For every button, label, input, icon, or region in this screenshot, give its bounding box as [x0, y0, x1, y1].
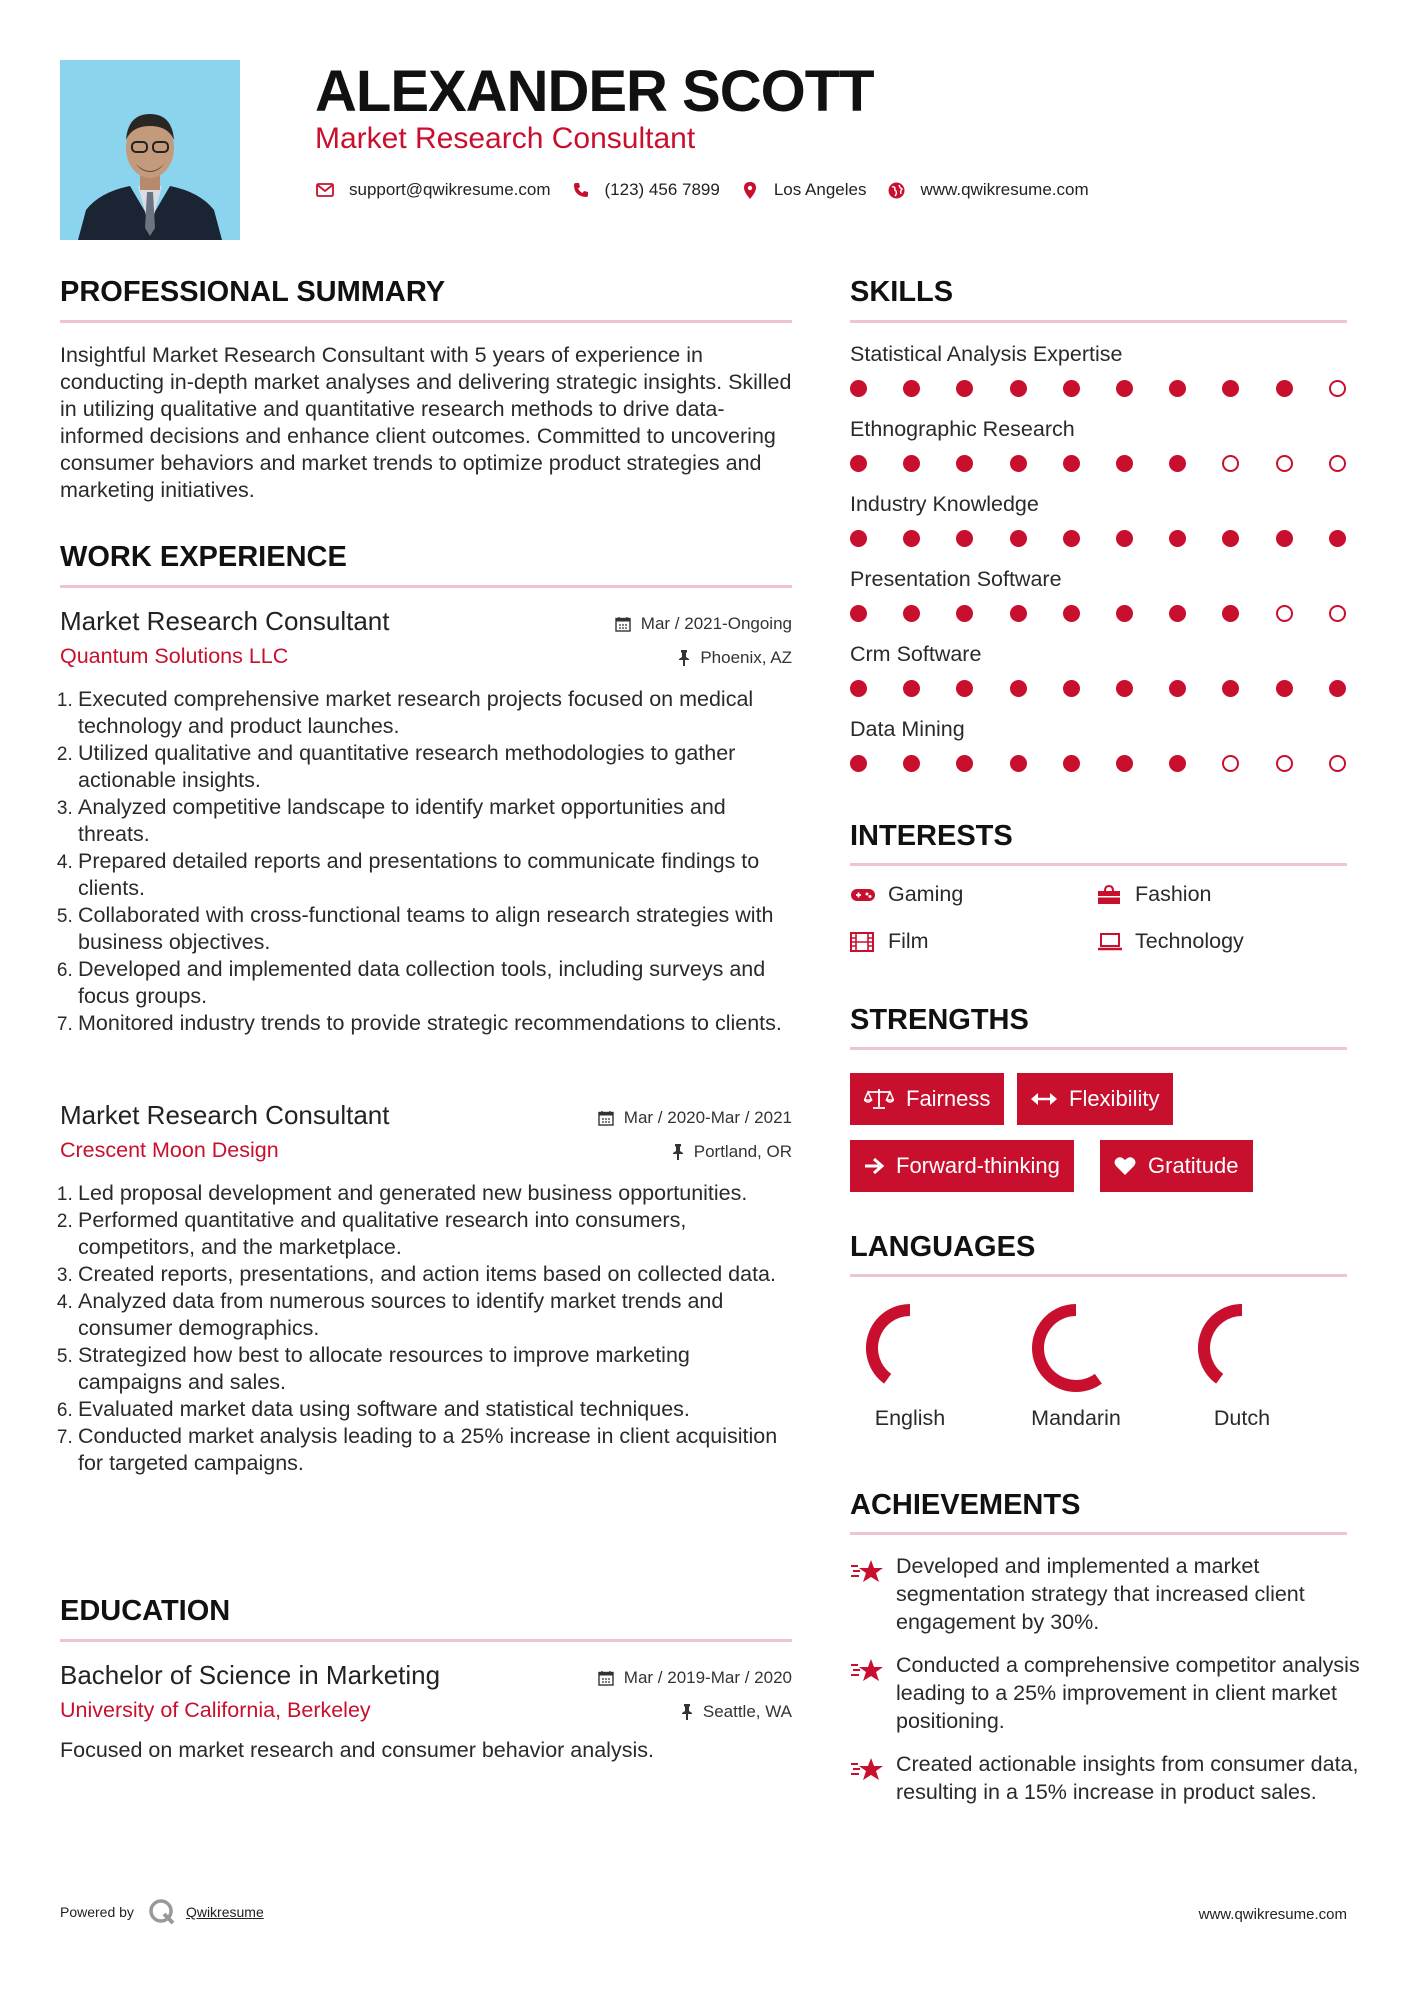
job-title: Market Research Consultant: [60, 1100, 390, 1130]
job-entry: [60, 606, 792, 1076]
education-description: Focused on market research and consumer behavior analysis.: [60, 1738, 654, 1762]
job-title: Market Research Consultant: [60, 606, 390, 636]
rating-dot-filled: [1116, 680, 1133, 697]
skill-name: Crm Software: [850, 642, 982, 666]
interest-item: [850, 882, 963, 907]
pushpin-icon: [681, 1704, 693, 1720]
rating-dot-empty: [1329, 380, 1346, 397]
rating-dot-filled: [1063, 455, 1080, 472]
strength-label: Fairness: [906, 1086, 991, 1111]
job-location: [678, 648, 792, 668]
rating-dot-filled: [1329, 530, 1346, 547]
powered-by: [60, 1898, 264, 1926]
experience-heading: WORK EXPERIENCE: [60, 541, 347, 573]
phone-icon: [571, 180, 591, 200]
interest-item: [1097, 929, 1244, 954]
strength-tag: [850, 1140, 1074, 1192]
film-icon: [850, 932, 876, 952]
rating-dot-filled: [1276, 530, 1293, 547]
contact-website[interactable]: www.qwikresume.com: [920, 180, 1089, 199]
rating-dot-filled: [850, 605, 867, 622]
skill-rating: [850, 680, 1350, 698]
balance-scale-icon: [864, 1088, 894, 1110]
pushpin-icon: [678, 650, 690, 666]
rating-dot-filled: [956, 530, 973, 547]
rating-dot-filled: [1169, 755, 1186, 772]
rating-dot-filled: [1010, 530, 1027, 547]
section-divider: [60, 585, 792, 588]
job-duties-list: [60, 1180, 795, 1477]
rating-dot-filled: [1329, 680, 1346, 697]
rating-dot-filled: [850, 530, 867, 547]
section-divider: [850, 320, 1347, 323]
globe-icon: [886, 180, 906, 200]
brand-link[interactable]: Qwikresume: [185, 1904, 264, 1920]
achievement-item: [850, 1750, 1360, 1806]
strength-tag: [1017, 1073, 1173, 1125]
contact-bar: [315, 178, 1109, 202]
rating-dot-filled: [903, 755, 920, 772]
rating-dot-empty: [1329, 455, 1346, 472]
rating-dot-filled: [1169, 605, 1186, 622]
rating-dot-empty: [1276, 605, 1293, 622]
rating-dot-empty: [1329, 755, 1346, 772]
rating-dot-empty: [1329, 605, 1346, 622]
education-location-text: Seattle, WA: [702, 1702, 792, 1721]
job-location-text: Portland, OR: [693, 1142, 792, 1161]
language-item: [840, 1298, 980, 1431]
rating-dot-filled: [903, 380, 920, 397]
job-company: Crescent Moon Design: [60, 1138, 279, 1162]
language-name: Dutch: [1213, 1406, 1271, 1430]
star-icon: [850, 1750, 896, 1806]
rating-dot-filled: [1116, 380, 1133, 397]
strengths-heading: STRENGTHS: [850, 1004, 1029, 1036]
rating-dot-filled: [1063, 380, 1080, 397]
list-item: 4. Analyzed data from numerous sources to identify market trends and consumer demographics.: [78, 1288, 795, 1342]
interest-label: Fashion: [1135, 882, 1212, 906]
section-divider: [850, 1532, 1347, 1535]
section-divider: [850, 863, 1347, 866]
language-item: [1172, 1298, 1312, 1431]
arrows-horizontal-icon: [1031, 1092, 1057, 1106]
rating-dot-filled: [1116, 530, 1133, 547]
star-icon: [850, 1552, 896, 1636]
job-date: [615, 614, 792, 634]
job-date: [598, 1108, 792, 1128]
interest-item: [1097, 882, 1212, 907]
map-pin-icon: [740, 180, 760, 200]
list-item: 3. Created reports, presentations, and action items based on collected data.: [78, 1261, 795, 1288]
interest-label: Gaming: [888, 882, 964, 906]
section-divider: [850, 1047, 1347, 1050]
skill-rating: [850, 605, 1350, 623]
language-ring: [1026, 1298, 1126, 1398]
job-company: Quantum Solutions LLC: [60, 644, 289, 668]
skill-rating: [850, 755, 1350, 773]
rating-dot-filled: [1010, 680, 1027, 697]
calendar-icon: [598, 1110, 614, 1126]
achievement-text: Developed and implemented a market segmentation strategy that increased client engagement by 30%.: [896, 1554, 1305, 1634]
strength-tag: [850, 1073, 1004, 1125]
rating-dot-filled: [1010, 455, 1027, 472]
rating-dot-filled: [850, 380, 867, 397]
star-icon: [850, 1651, 896, 1735]
contact-phone: (123) 456 7899: [604, 180, 720, 199]
contact-email[interactable]: support@qwikresume.com: [349, 180, 551, 199]
rating-dot-filled: [1222, 530, 1239, 547]
skill-rating: [850, 530, 1350, 548]
skill-rating: [850, 455, 1350, 473]
strength-label: Flexibility: [1069, 1086, 1160, 1111]
rating-dot-filled: [1276, 680, 1293, 697]
gamepad-icon: [850, 885, 876, 905]
language-item: [1006, 1298, 1146, 1431]
rating-dot-filled: [850, 680, 867, 697]
rating-dot-filled: [1169, 530, 1186, 547]
job-entry: [60, 1100, 792, 1570]
laptop-icon: [1097, 932, 1123, 952]
rating-dot-filled: [956, 680, 973, 697]
job-location: [672, 1142, 792, 1162]
language-name: English: [874, 1406, 946, 1430]
list-item: 6. Developed and implemented data collection tools, including surveys and focus groups.: [78, 956, 795, 1010]
skills-heading: SKILLS: [850, 276, 954, 308]
interest-label: Technology: [1135, 929, 1244, 953]
list-item: 4. Prepared detailed reports and presentations to communicate findings to clients.: [78, 848, 795, 902]
rating-dot-filled: [956, 605, 973, 622]
rating-dot-empty: [1222, 455, 1239, 472]
list-item: 5. Strategized how best to allocate resources to improve marketing campaigns and sales.: [78, 1342, 795, 1396]
education-entry: [60, 1660, 792, 1740]
strength-label: Gratitude: [1148, 1153, 1239, 1178]
rating-dot-filled: [1063, 530, 1080, 547]
rating-dot-filled: [956, 380, 973, 397]
rating-dot-filled: [1116, 605, 1133, 622]
calendar-icon: [598, 1670, 614, 1686]
rating-dot-filled: [1063, 680, 1080, 697]
list-item: 2. Performed quantitative and qualitative research into consumers, competitors, and the marketplace.: [78, 1207, 795, 1261]
skill-name: Presentation Software: [850, 567, 1062, 591]
education-location: [681, 1702, 792, 1722]
list-item: 2. Utilized qualitative and quantitative research methodologies to gather actionable insights.: [78, 740, 795, 794]
list-item: 5. Collaborated with cross-functional teams to align research strategies with business objectives.: [78, 902, 795, 956]
job-duties-list: [60, 686, 795, 1037]
rating-dot-filled: [1116, 755, 1133, 772]
rating-dot-empty: [1222, 755, 1239, 772]
list-item: 3. Analyzed competitive landscape to identify market opportunities and threats.: [78, 794, 795, 848]
list-item: 7. Monitored industry trends to provide strategic recommendations to clients.: [78, 1010, 795, 1037]
rating-dot-empty: [1276, 755, 1293, 772]
rating-dot-filled: [1010, 605, 1027, 622]
section-divider: [60, 320, 792, 323]
achievement-text: Created actionable insights from consumer data, resulting in a 15% increase in product sales.: [896, 1752, 1359, 1804]
rating-dot-filled: [903, 455, 920, 472]
section-divider: [850, 1274, 1347, 1277]
calendar-icon: [615, 616, 631, 632]
rating-dot-filled: [903, 605, 920, 622]
rating-dot-filled: [956, 755, 973, 772]
language-ring: [1192, 1298, 1292, 1398]
interest-label: Film: [888, 929, 929, 953]
candidate-title: Market Research Consultant: [315, 122, 696, 155]
degree-title: Bachelor of Science in Marketing: [60, 1660, 441, 1690]
rating-dot-filled: [1010, 380, 1027, 397]
language-name: Mandarin: [1031, 1406, 1121, 1430]
skill-name: Ethnographic Research: [850, 417, 1075, 441]
rating-dot-filled: [1169, 455, 1186, 472]
rating-dot-filled: [1222, 605, 1239, 622]
achievement-item: [850, 1651, 1360, 1735]
skill-name: Statistical Analysis Expertise: [850, 342, 1123, 366]
list-item: 1. Led proposal development and generated new business opportunities.: [78, 1180, 795, 1207]
list-item: 6. Evaluated market data using software and statistical techniques.: [78, 1396, 795, 1423]
education-heading: EDUCATION: [60, 1595, 231, 1627]
achievements-heading: ACHIEVEMENTS: [850, 1489, 1081, 1521]
rating-dot-filled: [1222, 380, 1239, 397]
envelope-icon: [315, 180, 335, 200]
heart-icon: [1114, 1156, 1136, 1176]
skill-name: Data Mining: [850, 717, 965, 741]
language-ring: [860, 1298, 960, 1398]
rating-dot-filled: [903, 530, 920, 547]
rating-dot-filled: [1276, 380, 1293, 397]
school-name: University of California, Berkeley: [60, 1698, 371, 1722]
profile-photo: [60, 60, 240, 240]
interest-item: [850, 929, 929, 954]
arrow-right-icon: [864, 1157, 884, 1175]
section-divider: [60, 1639, 792, 1642]
rating-dot-filled: [850, 455, 867, 472]
rating-dot-empty: [1276, 455, 1293, 472]
job-date-text: Mar / 2021-Ongoing: [640, 614, 792, 633]
candidate-name: ALEXANDER SCOTT: [315, 59, 874, 124]
rating-dot-filled: [1222, 680, 1239, 697]
pushpin-icon: [672, 1144, 684, 1160]
skill-name: Industry Knowledge: [850, 492, 1039, 516]
rating-dot-filled: [1169, 380, 1186, 397]
rating-dot-filled: [1063, 605, 1080, 622]
strength-label: Forward-thinking: [896, 1153, 1060, 1178]
qwikresume-logo-icon: [148, 1898, 176, 1926]
education-date-text: Mar / 2019-Mar / 2020: [623, 1668, 792, 1687]
rating-dot-filled: [956, 455, 973, 472]
rating-dot-filled: [1116, 455, 1133, 472]
summary-heading: PROFESSIONAL SUMMARY: [60, 276, 446, 308]
strength-tag: [1100, 1140, 1253, 1192]
list-item: 7. Conducted market analysis leading to a 25% increase in client acquisition for targeted campaigns.: [78, 1423, 795, 1477]
interests-heading: INTERESTS: [850, 820, 1013, 852]
job-location-text: Phoenix, AZ: [700, 648, 792, 667]
job-date-text: Mar / 2020-Mar / 2021: [623, 1108, 792, 1127]
footer-url[interactable]: www.qwikresume.com: [1198, 1906, 1347, 1923]
rating-dot-filled: [1063, 755, 1080, 772]
list-item: 1. Executed comprehensive market research projects focused on medical technology and product launches.: [78, 686, 795, 740]
education-date: [598, 1668, 792, 1688]
rating-dot-filled: [903, 680, 920, 697]
powered-by-label: Powered by: [60, 1904, 134, 1920]
summary-text: Insightful Market Research Consultant with 5 years of experience in conducting in-depth market analyses and delivering strategic insights. Skilled in utilizing qualitative and quantitative research methods to drive data-informed decisions and enhance client outcomes. Committed to uncovering consumer behaviors and market trends to optimize product strategies and marketing initiatives.: [60, 343, 792, 502]
rating-dot-filled: [1010, 755, 1027, 772]
achievement-text: Conducted a comprehensive competitor analysis leading to a 25% improvement in client market positioning.: [896, 1653, 1360, 1733]
languages-heading: LANGUAGES: [850, 1231, 1036, 1263]
achievement-item: [850, 1552, 1360, 1636]
rating-dot-filled: [850, 755, 867, 772]
shopping-bag-icon: [1097, 885, 1123, 905]
rating-dot-filled: [1169, 680, 1186, 697]
contact-location: Los Angeles: [773, 180, 867, 199]
skill-rating: [850, 380, 1350, 398]
